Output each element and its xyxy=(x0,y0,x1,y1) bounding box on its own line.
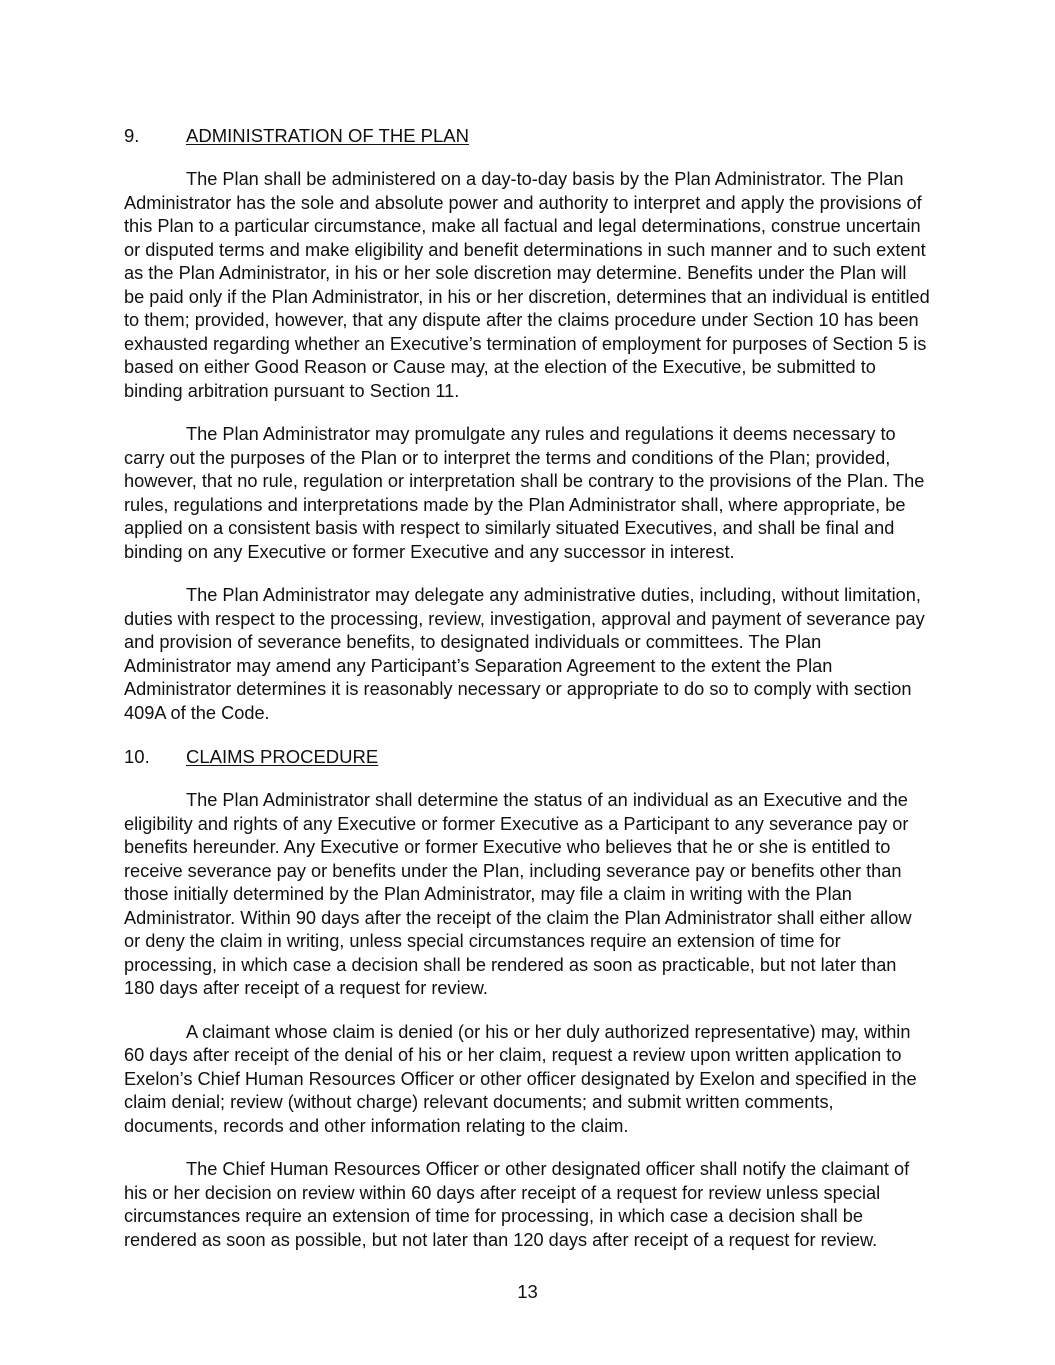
section-10-paragraph-2: A claimant whose claim is denied (or his or her duly authorized representative) may, within 60 days after receipt of the denial of his or her claim, request a review upon written application to Exelon’s Chief Human Resources Officer or other officer designated by Exelon and specified in the claim denial; review (without charge) relevant documents; and submit written comments, documents, records and other information relating to the claim. xyxy=(124,1021,917,1136)
section-9-paragraph-2: The Plan Administrator may promulgate any rules and regulations it deems necessary to carry out the purposes of the Plan or to interpret the terms and conditions of the Plan; provided, however, that no rule, regulation or interpretation shall be contrary to the provisions of the Plan. The rules, regulations and interpretations made by the Plan Administrator shall, where appropriate, be applied on a consistent basis with respect to similarly situated Executives, and shall be final and binding on any Executive or former Executive and any successor in interest. xyxy=(124,424,925,562)
section-9-paragraph-3: The Plan Administrator may delegate any administrative duties, including, without limitation, duties with respect to the processing, review, investigation, approval and payment of severance pay and provision of severance benefits, to designated individuals or committees. The Plan Administrator may amend any Participant’s Separation Agreement to the extent the Plan Administrator determines it is reasonably necessary or appropriate to do so to comply with section 409A of the Code. xyxy=(124,585,925,723)
section-10-heading xyxy=(124,745,930,769)
section-10-number: 10. xyxy=(124,746,150,767)
section-9-heading xyxy=(124,124,930,148)
section-9-paragraph-1: The Plan shall be administered on a day-to-day basis by the Plan Administrator. The Plan Administrator has the sole and absolute power and authority to interpret and apply the provisions of this Plan to a particular circumstance, make all factual and legal determinations, construe uncertain or disputed terms and make eligibility and benefit determinations in such manner and to such extent as the Plan Administrator, in his or her sole discretion may determine. Benefits under the Plan will be paid only if the Plan Administrator, in his or her discretion, determines that an individual is entitled to them; provided, however, that any dispute after the claims procedure under Section 10 has been exhausted regarding whether an Executive’s termination of employment for purposes of Section 5 is based on either Good Reason or Cause may, at the election of the Executive, be submitted to binding arbitration pursuant to Section 11. xyxy=(124,169,930,401)
section-9-number: 9. xyxy=(124,125,140,146)
section-10-paragraph-1: The Plan Administrator shall determine the status of an individual as an Executive and the eligibility and rights of any Executive or former Executive as a Participant to any severance pay or benefits hereunder. Any Executive or former Executive who believes that he or she is entitled to receive severance pay or benefits under the Plan, including severance pay or benefits other than those initially determined by the Plan Administrator, may file a claim in writing with the Plan Administrator. Within 90 days after the receipt of the claim the Plan Administrator shall either allow or deny the claim in writing, unless special circumstances require an extension of time for processing, in which case a decision shall be rendered as soon as practicable, but not later than 180 days after receipt of a request for review. xyxy=(124,790,912,998)
section-10-title: CLAIMS PROCEDURE xyxy=(186,746,379,767)
section-10-paragraph-3: The Chief Human Resources Officer or other designated officer shall notify the claimant of his or her decision on review within 60 days after receipt of a request for review unless special circumstances require an extension of time for processing, in which case a decision shall be rendered as soon as possible, but not later than 120 days after receipt of a request for review. xyxy=(124,1159,910,1250)
document-page xyxy=(124,124,930,1272)
page-number: 13 xyxy=(517,1281,538,1302)
section-9-title: ADMINISTRATION OF THE PLAN xyxy=(186,125,470,146)
